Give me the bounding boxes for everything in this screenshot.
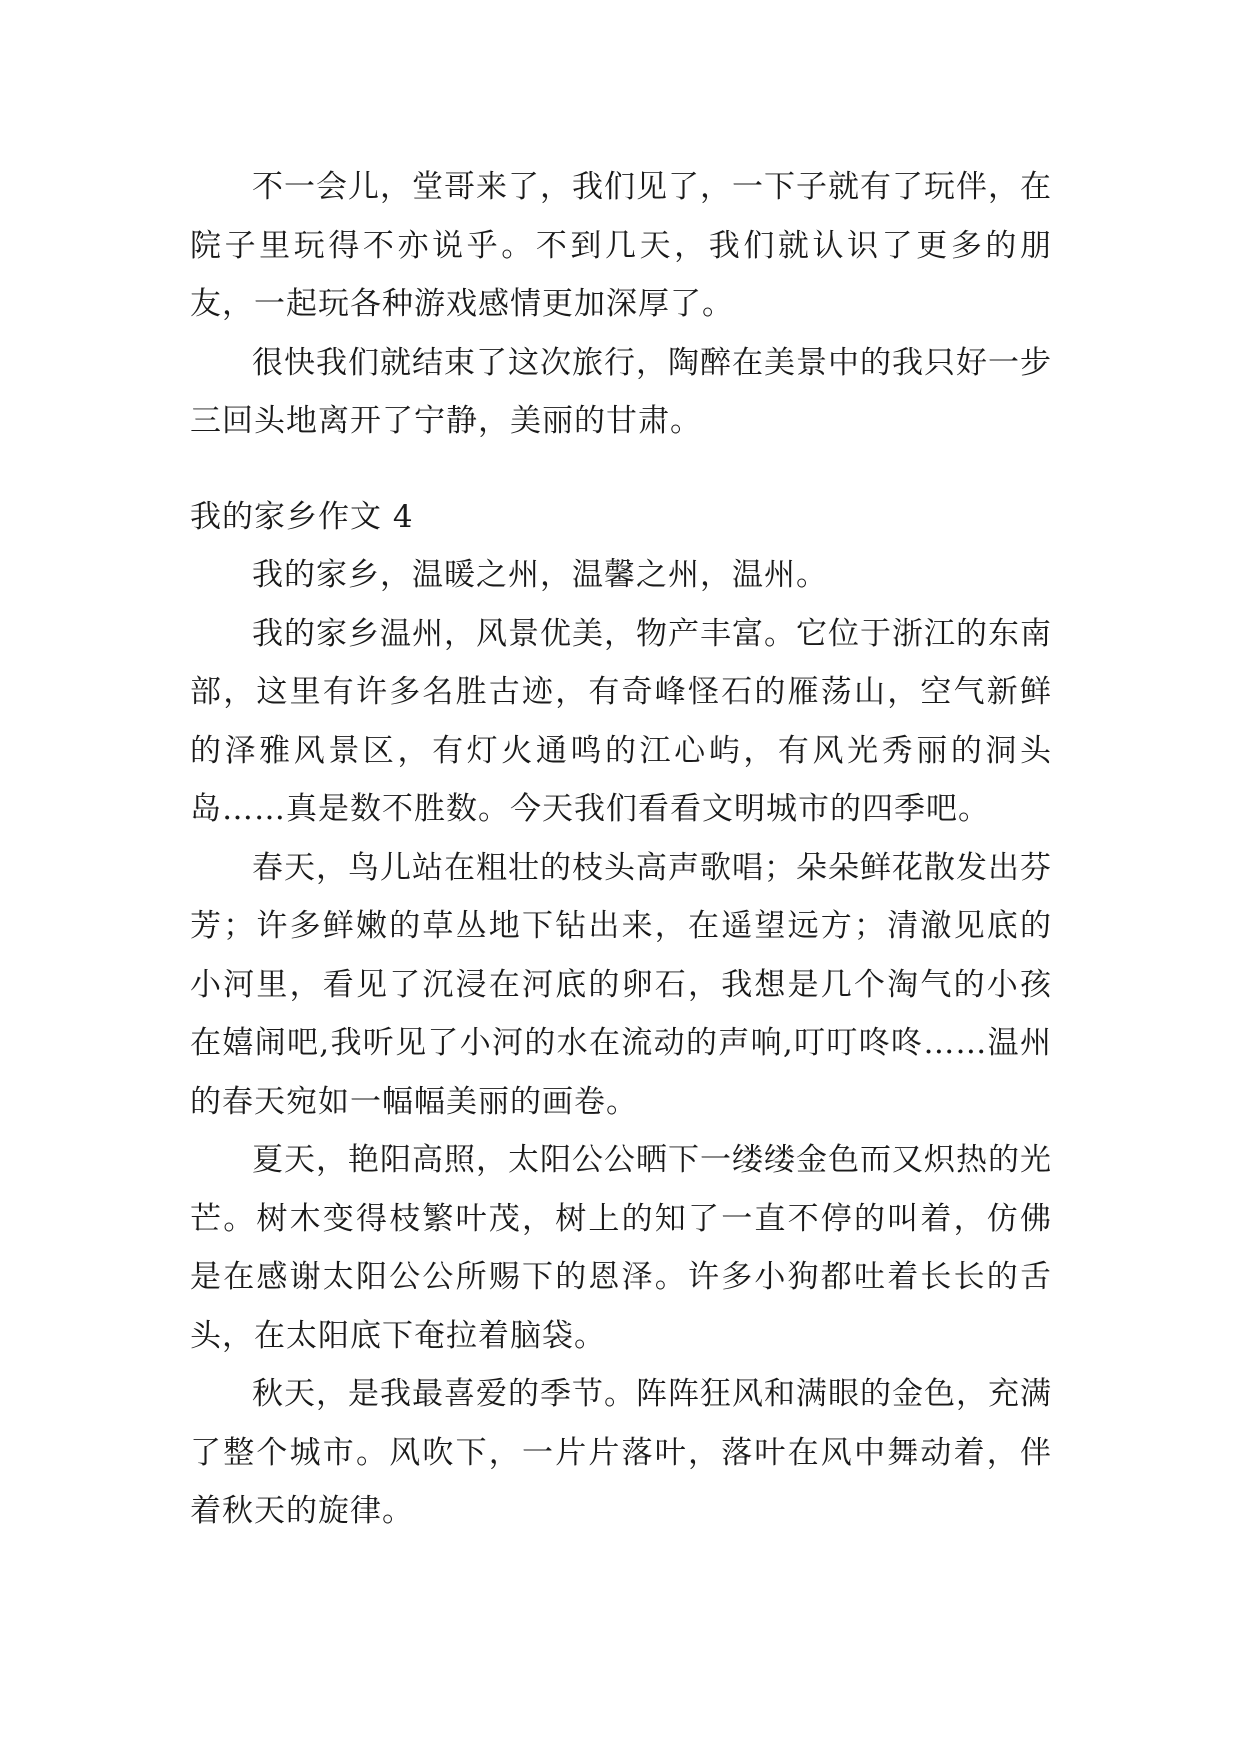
section-title: 我的家乡作文 4 — [190, 498, 414, 535]
paragraph-autumn: 秋天，是我最喜爱的季节。阵阵狂风和满眼的金色，充满了整个城市。风吹下，一片片落叶，落叶在风中舞动着，伴着秋天的旋律。 — [190, 1376, 1052, 1529]
paragraph-wenzhou-scenery: 我的家乡温州，风景优美，物产丰富。它位于浙江的东南部，这里有许多名胜古迹，有奇峰怪石的雁荡山，空气新鲜的泽雅风景区，有灯火通鸣的江心屿，有风光秀丽的洞头岛……真是数不胜数。今天我们看看文明城市的四季吧。 — [190, 615, 1052, 827]
paragraph-summer: 夏天，艳阳高照，太阳公公晒下一缕缕金色而又炽热的光芒。树木变得枝繁叶茂，树上的知了一直不停的叫着，仿佛是在感谢太阳公公所赐下的恩泽。许多小狗都吐着长长的舌头，在太阳底下奄拉着脑袋。 — [190, 1142, 1052, 1354]
paragraph-intro: 我的家乡，温暖之州，温馨之州，温州。 — [252, 557, 828, 593]
paragraph-playmates: 不一会儿，堂哥来了，我们见了，一下子就有了玩伴，在院子里玩得不亦说乎。不到几天，我们就认识了更多的朋友，一起玩各种游戏感情更加深厚了。 — [190, 169, 1052, 322]
paragraph-trip-end: 很快我们就结束了这次旅行，陶醉在美景中的我只好一步三回头地离开了宁静，美丽的甘肃。 — [190, 344, 1052, 439]
paragraph-spring: 春天，鸟儿站在粗壮的枝头高声歌唱；朵朵鲜花散发出芬芳；许多鲜嫩的草丛地下钻出来，在遥望远方；清澈见底的小河里，看见了沉浸在河底的卵石，我想是几个淘气的小孩在嬉闹吧,我听见了小河的水在流动的声响,叮叮咚咚……温州的春天宛如一幅幅美丽的画卷。 — [190, 849, 1052, 1120]
document-page — [190, 158, 1052, 1541]
